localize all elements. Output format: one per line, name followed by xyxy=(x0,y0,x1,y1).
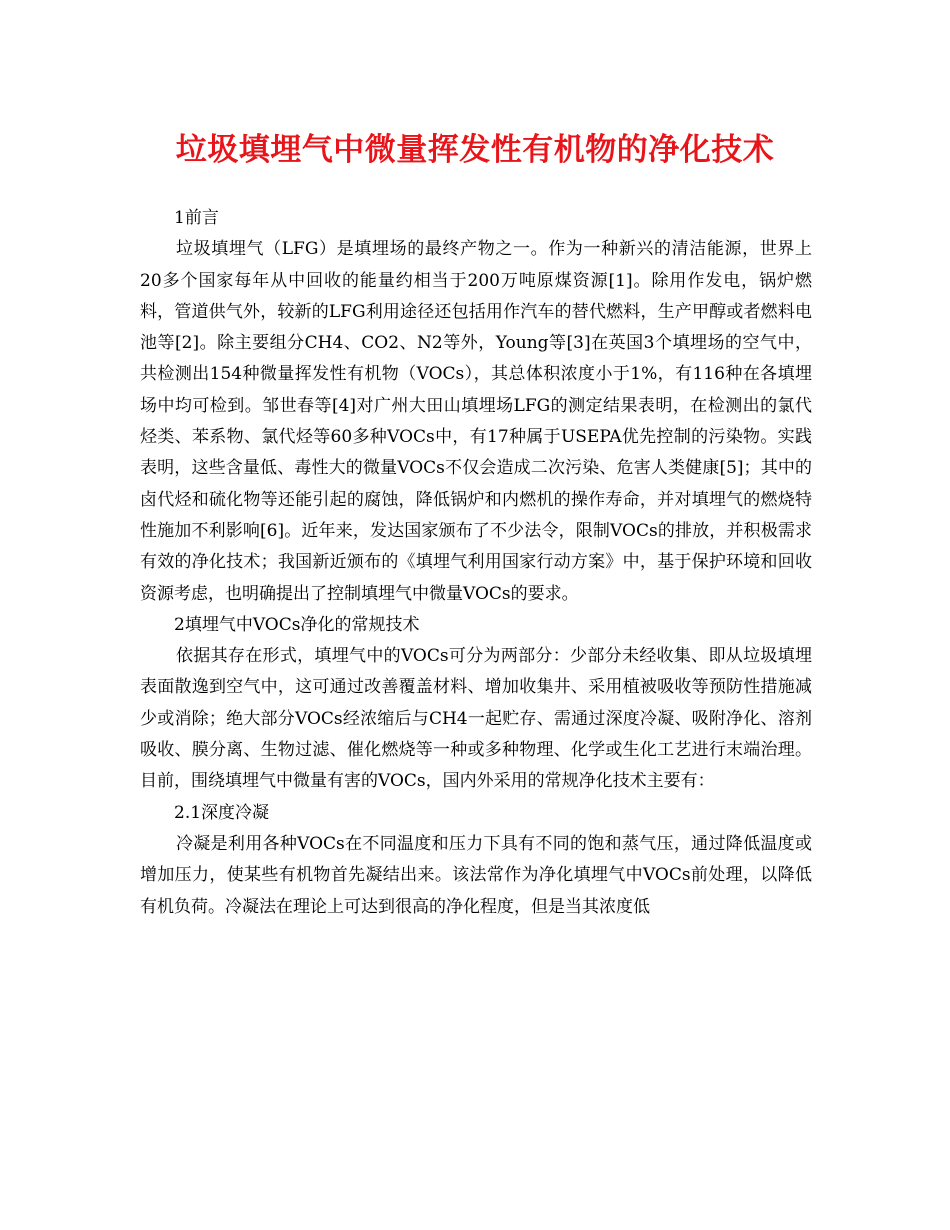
document-title: 垃圾填埋气中微量挥发性有机物的净化技术 xyxy=(175,132,775,168)
section-heading-preface: 1前言 xyxy=(174,208,219,228)
section-heading-deep-condensation: 2.1深度冷凝 xyxy=(174,802,270,823)
section-heading-conventional-tech: 2填埋气中VOCs净化的常规技术 xyxy=(174,614,420,635)
paragraph-condensation: 冷凝是利用各种VOCs在不同温度和压力下具有不同的饱和蒸气压，通过降低温度或增加压力，使某些有机物首先凝结出来。该法常作为净化填埋气中VOCs前处理，以降低有机负荷。冷凝法在理论上可达到很高的净化程度，但是当其浓度低 xyxy=(140,833,812,917)
paragraph-voc-forms: 依据其存在形式，填埋气中的VOCs可分为两部分：少部分未经收集、即从垃圾填埋表面散逸到空气中，这可通过改善覆盖材料、增加收集井、采用植被吸收等预防性措施减少或消除；绝大部分VOCs经浓缩后与CH4一起贮存、需通过深度冷凝、吸附净化、溶剂吸收、膜分离、生物过滤、催化燃烧等一种或多种物理、化学或生化工艺进行末端治理。目前，围绕填埋气中微量有害的VOCs，国内外采用的常规净化技术主要有： xyxy=(140,646,812,792)
paragraph-lfg-intro: 垃圾填埋气（LFG）是填埋场的最终产物之一。作为一种新兴的清洁能源，世界上20多个国家每年从中回收的能量约相当于200万吨原煤资源[1]。除用作发电，锅炉燃料，管道供气外，较新的LFG利用途径还包括用作汽车的替代燃料，生产甲醇或者燃料电池等[2]。除主要组分CH4、CO2、N2等外，Young等[3]在英国3个填埋场的空气中，共检测出154种微量挥发性有机物（VOCs），其总体积浓度小于1%，有116种在各填埋场中均可检到。邹世春等[4]对广州大田山填埋场LFG的测定结果表明，在检测出的氯代烃类、苯系物、氯代烃等60多种VOCs中，有17种属于USEPA优先控制的污染物。实践表明，这些含量低、毒性大的微量VOCs不仅会造成二次污染、危害人类健康[5]；其中的卤代烃和硫化物等还能引起的腐蚀，降低锅炉和内燃机的操作寿命，并对填埋气的燃烧特性施加不利影响[6]。近年来，发达国家颁布了不少法令，限制VOCs的排放，并积极需求有效的净化技术；我国新近颁布的《填埋气利用国家行动方案》中，基于保护环境和回收资源考虑，也明确提出了控制填埋气中微量VOCs的要求。 xyxy=(140,239,812,604)
document-body xyxy=(140,203,812,923)
